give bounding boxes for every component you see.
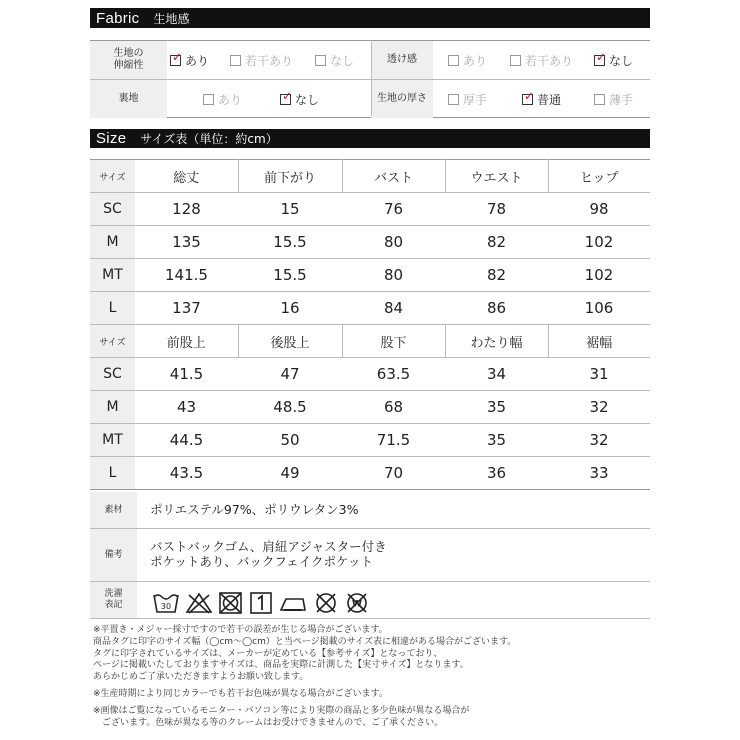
note-line: ページに掲載いたしておりますサイズは、商品を実際に計測した【実寸サイズ】となります。 <box>93 660 469 671</box>
checkbox-checked-icon: ✓ <box>596 49 607 64</box>
table-cell: 前股上 <box>135 325 238 358</box>
size-cell: SC <box>90 193 135 226</box>
table-cell: 後股上 <box>238 325 342 358</box>
table-cell: 股下 <box>342 325 445 358</box>
note-line: ※生産時期により同じカラーでも若干お色味が異なる場合がございます。 <box>93 688 388 699</box>
fabric-header-en: Fabric <box>96 9 140 27</box>
checkbox-icon <box>448 94 459 105</box>
thickness-label <box>371 80 433 118</box>
size-cell: M <box>90 391 135 424</box>
table-cell: 49 <box>238 457 342 490</box>
remarks-text <box>150 539 387 569</box>
checkbox-icon <box>594 94 605 105</box>
table-cell: 80 <box>342 226 445 259</box>
table-cell: 32 <box>548 424 650 457</box>
care-icons <box>152 591 370 615</box>
option-label: なし <box>295 92 320 107</box>
sheer-option-ari <box>448 41 487 79</box>
material-text: ポリエステル97%、ポリウレタン3% <box>150 502 359 517</box>
size-cell: サイズ <box>90 160 135 193</box>
remarks-label: 備考 <box>90 529 137 581</box>
sheer-label-text: 透け感 <box>387 54 417 65</box>
material-label: 素材 <box>90 492 137 528</box>
iron-low-icon <box>278 591 308 615</box>
wet-clean-no-icon <box>344 591 370 615</box>
table-row <box>90 259 650 292</box>
table-cell: 15 <box>238 193 342 226</box>
checkbox-icon <box>315 55 326 66</box>
option-label: あり <box>185 53 210 68</box>
table-cell: 98 <box>548 193 650 226</box>
table-cell: 137 <box>135 292 238 325</box>
table-row <box>90 358 650 391</box>
thickness-option-usude <box>594 80 633 118</box>
lining-option-ari <box>203 80 242 118</box>
table-cell: 33 <box>548 457 650 490</box>
remarks-line-1: バストバックゴム、肩紐アジャスター付き <box>150 539 387 554</box>
size-cell: サイズ <box>90 325 135 358</box>
table-cell: 76 <box>342 193 445 226</box>
table-cell: 102 <box>548 259 650 292</box>
fabric-divider <box>371 40 372 116</box>
stretch-label-line2: 伸縮性 <box>113 60 144 71</box>
lining-label <box>90 80 167 118</box>
table-cell: 総丈 <box>135 160 238 193</box>
table-cell: 135 <box>135 226 238 259</box>
table-cell: 80 <box>342 259 445 292</box>
note-line: 商品タグに印字のサイズ幅（◯cm〜◯cm）と当ページ掲載のサイズ表に相違がある場合がございます。 <box>93 636 517 647</box>
stretch-label <box>90 41 167 79</box>
table-cell: 141.5 <box>135 259 238 292</box>
thickness-option-atsude <box>448 80 487 118</box>
table-cell: 50 <box>238 424 342 457</box>
note-line: タグに印字されているサイズは、メーカーが定めている【参考サイズ】となっており、 <box>93 648 443 659</box>
table-row <box>90 226 650 259</box>
checkbox-checked-icon: ✓ <box>282 88 293 103</box>
material-row <box>90 492 650 529</box>
remarks-row <box>90 529 650 582</box>
table-cell: 36 <box>445 457 548 490</box>
checkbox-icon <box>203 94 214 105</box>
table-cell: ウエスト <box>445 160 548 193</box>
no-bleach-icon <box>185 591 213 615</box>
table-cell: 82 <box>445 226 548 259</box>
table-cell: 43.5 <box>135 457 238 490</box>
table-cell: 16 <box>238 292 342 325</box>
table-cell: 32 <box>548 391 650 424</box>
no-dry-clean-icon <box>313 591 339 615</box>
thickness-option-futsu <box>522 80 561 118</box>
option-label: 厚手 <box>463 92 488 107</box>
size-cell: L <box>90 292 135 325</box>
table-cell: 82 <box>445 259 548 292</box>
table-header-row <box>90 160 650 193</box>
table-cell: 128 <box>135 193 238 226</box>
fabric-header-jp: 生地感 <box>153 11 190 26</box>
option-label: あり <box>463 53 488 68</box>
table-cell: 34 <box>445 358 548 391</box>
table-cell: 44.5 <box>135 424 238 457</box>
option-label: なし <box>330 53 355 68</box>
table-cell: 63.5 <box>342 358 445 391</box>
table-cell: 35 <box>445 424 548 457</box>
table-cell: 70 <box>342 457 445 490</box>
note-line: ※画像はご覧になっているモニター・パソコン等により実際の商品と多少色味が異なる場合が <box>93 705 470 716</box>
size-table <box>90 159 650 490</box>
size-header-jp: サイズ表（単位：約cm） <box>140 132 278 146</box>
table-row <box>90 457 650 490</box>
table-cell: 48.5 <box>238 391 342 424</box>
table-row <box>90 292 650 325</box>
stretch-label-line1: 生地の <box>113 48 144 59</box>
table-cell: 35 <box>445 391 548 424</box>
table-cell: 43 <box>135 391 238 424</box>
table-cell: 86 <box>445 292 548 325</box>
table-row <box>90 424 650 457</box>
table-cell: ヒップ <box>548 160 650 193</box>
checkbox-icon <box>230 55 241 66</box>
lining-option-nashi <box>280 80 319 118</box>
checkbox-icon <box>448 55 459 66</box>
size-cell: M <box>90 226 135 259</box>
table-header-row <box>90 325 650 358</box>
option-label: 若干あり <box>245 53 294 68</box>
remarks-line-2: ポケットあり、バックフェイクポケット <box>150 554 373 569</box>
table-row <box>90 391 650 424</box>
no-tumble-dry-icon <box>218 591 244 615</box>
checkbox-checked-icon: ✓ <box>172 49 183 64</box>
notes <box>93 625 653 729</box>
sheer-option-nashi <box>594 41 633 79</box>
note-line: ※平置き・メジャー採寸ですので若干の誤差が生じる場合がございます。 <box>93 625 388 635</box>
table-cell: わたり幅 <box>445 325 548 358</box>
stretch-option-nashi <box>315 41 354 79</box>
size-cell: MT <box>90 424 135 457</box>
care-label-line1: 洗濯 <box>104 589 123 599</box>
table-cell: 71.5 <box>342 424 445 457</box>
checkbox-checked-icon: ✓ <box>524 88 535 103</box>
line-dry-icon <box>249 591 273 615</box>
care-label-line2: 表記 <box>104 600 123 610</box>
stretch-option-ari <box>170 41 209 79</box>
fabric-table <box>90 40 650 118</box>
stretch-option-jakkan <box>230 41 293 79</box>
checkbox-icon <box>510 55 521 66</box>
table-cell: 31 <box>548 358 650 391</box>
wash-temp-text: 30 <box>160 602 172 611</box>
size-header-en: Size <box>96 130 127 147</box>
table-cell: 15.5 <box>238 259 342 292</box>
size-header <box>90 129 650 148</box>
care-label <box>90 582 137 618</box>
table-cell: 47 <box>238 358 342 391</box>
fabric-row-1 <box>90 41 650 79</box>
option-label: なし <box>609 53 634 68</box>
option-label: 普通 <box>537 92 562 107</box>
option-label: 薄手 <box>609 92 634 107</box>
table-cell: 106 <box>548 292 650 325</box>
table-cell: 84 <box>342 292 445 325</box>
table-cell: 裾幅 <box>548 325 650 358</box>
note-line: ございます。色味が異なる等のクレームはお受けできませんので、ご了承ください。 <box>93 717 444 728</box>
sheer-label <box>371 41 433 79</box>
table-cell: 68 <box>342 391 445 424</box>
table-cell: バスト <box>342 160 445 193</box>
table-cell: 41.5 <box>135 358 238 391</box>
size-cell: SC <box>90 358 135 391</box>
table-cell: 78 <box>445 193 548 226</box>
table-cell: 15.5 <box>238 226 342 259</box>
option-label: あり <box>218 92 243 107</box>
wash-30-icon <box>152 591 180 615</box>
option-label: 若干あり <box>525 53 574 68</box>
table-cell: 前下がり <box>238 160 342 193</box>
thickness-label-text: 生地の厚さ <box>377 93 427 104</box>
lining-label-text: 裏地 <box>118 93 139 104</box>
fabric-header <box>90 8 650 28</box>
sheer-option-jakkan <box>510 41 573 79</box>
svg-text:W: W <box>352 599 362 610</box>
size-cell: L <box>90 457 135 490</box>
fabric-row-2 <box>90 79 650 118</box>
table-row <box>90 193 650 226</box>
size-cell: MT <box>90 259 135 292</box>
table-cell: 102 <box>548 226 650 259</box>
note-line: あらかじめご了承いただきますようお願い致します。 <box>93 672 309 683</box>
